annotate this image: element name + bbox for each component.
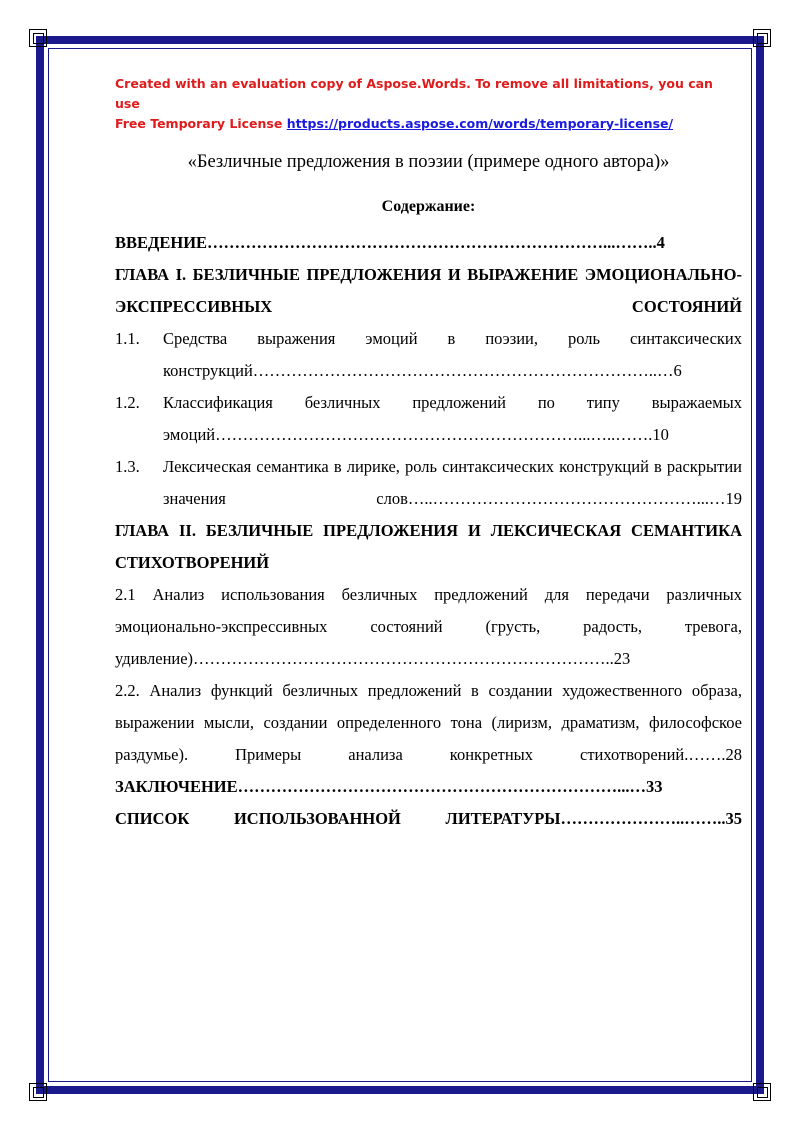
toc-entry-references[interactable]: СПИСОК ИСПОЛЬЗОВАННОЙ ЛИТЕРАТУРЫ…………………..……..35 <box>115 809 742 828</box>
section-title: Средства выражения эмоций в поэзии, роль синтаксических конструкций………………………………………………………………..…6 <box>163 329 742 380</box>
toc-entry-conclusion[interactable]: ЗАКЛЮЧЕНИЕ……………………………………………………………...…33 <box>115 777 663 796</box>
watermark-line-2 <box>115 114 742 134</box>
toc-entry-section-1-3[interactable] <box>115 451 742 515</box>
section-number: 2.2. <box>115 681 140 700</box>
toc-heading: Содержание: <box>381 198 476 215</box>
toc-entry-section-2-2[interactable] <box>115 675 742 771</box>
table-of-contents <box>115 227 742 835</box>
toc-entry-section-1-2[interactable] <box>115 387 742 451</box>
section-number: 1.2. <box>115 393 140 412</box>
evaluation-watermark <box>115 74 742 134</box>
watermark-license-link[interactable]: https://products.aspose.com/words/temporary-license/ <box>286 116 674 131</box>
toc-entry-section-2-1[interactable] <box>115 579 742 675</box>
corner-ornament-top-left <box>29 29 47 47</box>
section-number: 2.1 <box>115 585 136 604</box>
document-title: «Безличные предложения в поэзии (примере одного автора)» <box>187 152 670 172</box>
section-title: Анализ функций безличных предложений в создании художественного образа, выражении мысли, создании определенного тона (лиризм, драматизм, философское раздумье). Примеры анализа конкретных стихотворений.…….28 <box>115 681 743 764</box>
section-title: Анализ использования безличных предложений для передачи различных эмоционально-экспрессивных состояний (грусть, радость, тревога, удивление)…………………………………………………………………..23 <box>115 585 743 668</box>
watermark-line-1: Created with an evaluation copy of Aspose.Words. To remove all limitations, you can use <box>115 76 713 111</box>
section-title: Классификация безличных предложений по типу выражаемых эмоций…………………………………………………………...…..…….10 <box>163 393 742 444</box>
section-title: Лексическая семантика в лирике, роль синтаксических конструкций в раскрытии значения слов…..…………………………………………...…19 <box>163 457 742 508</box>
toc-entry-introduction[interactable]: ВВЕДЕНИЕ………………………………………………………………...……..4 <box>115 233 665 252</box>
document-content <box>115 74 742 835</box>
corner-ornament-bottom-left <box>29 1083 47 1101</box>
toc-entry-chapter-1[interactable]: ГЛАВА I. БЕЗЛИЧНЫЕ ПРЕДЛОЖЕНИЯ И ВЫРАЖЕНИЕ ЭМОЦИОНАЛЬНО-ЭКСПРЕССИВНЫХ СОСТОЯНИЙ <box>115 265 742 316</box>
toc-entry-section-1-1[interactable] <box>115 323 742 387</box>
watermark-license-text: Free Temporary License <box>115 116 287 131</box>
corner-ornament-top-right <box>753 29 771 47</box>
toc-entry-chapter-2[interactable]: ГЛАВА II. БЕЗЛИЧНЫЕ ПРЕДЛОЖЕНИЯ И ЛЕКСИЧЕСКАЯ СЕМАНТИКА СТИХОТВОРЕНИЙ <box>115 521 742 572</box>
corner-ornament-bottom-right <box>753 1083 771 1101</box>
section-number: 1.1. <box>115 329 140 348</box>
section-number: 1.3. <box>115 457 140 476</box>
